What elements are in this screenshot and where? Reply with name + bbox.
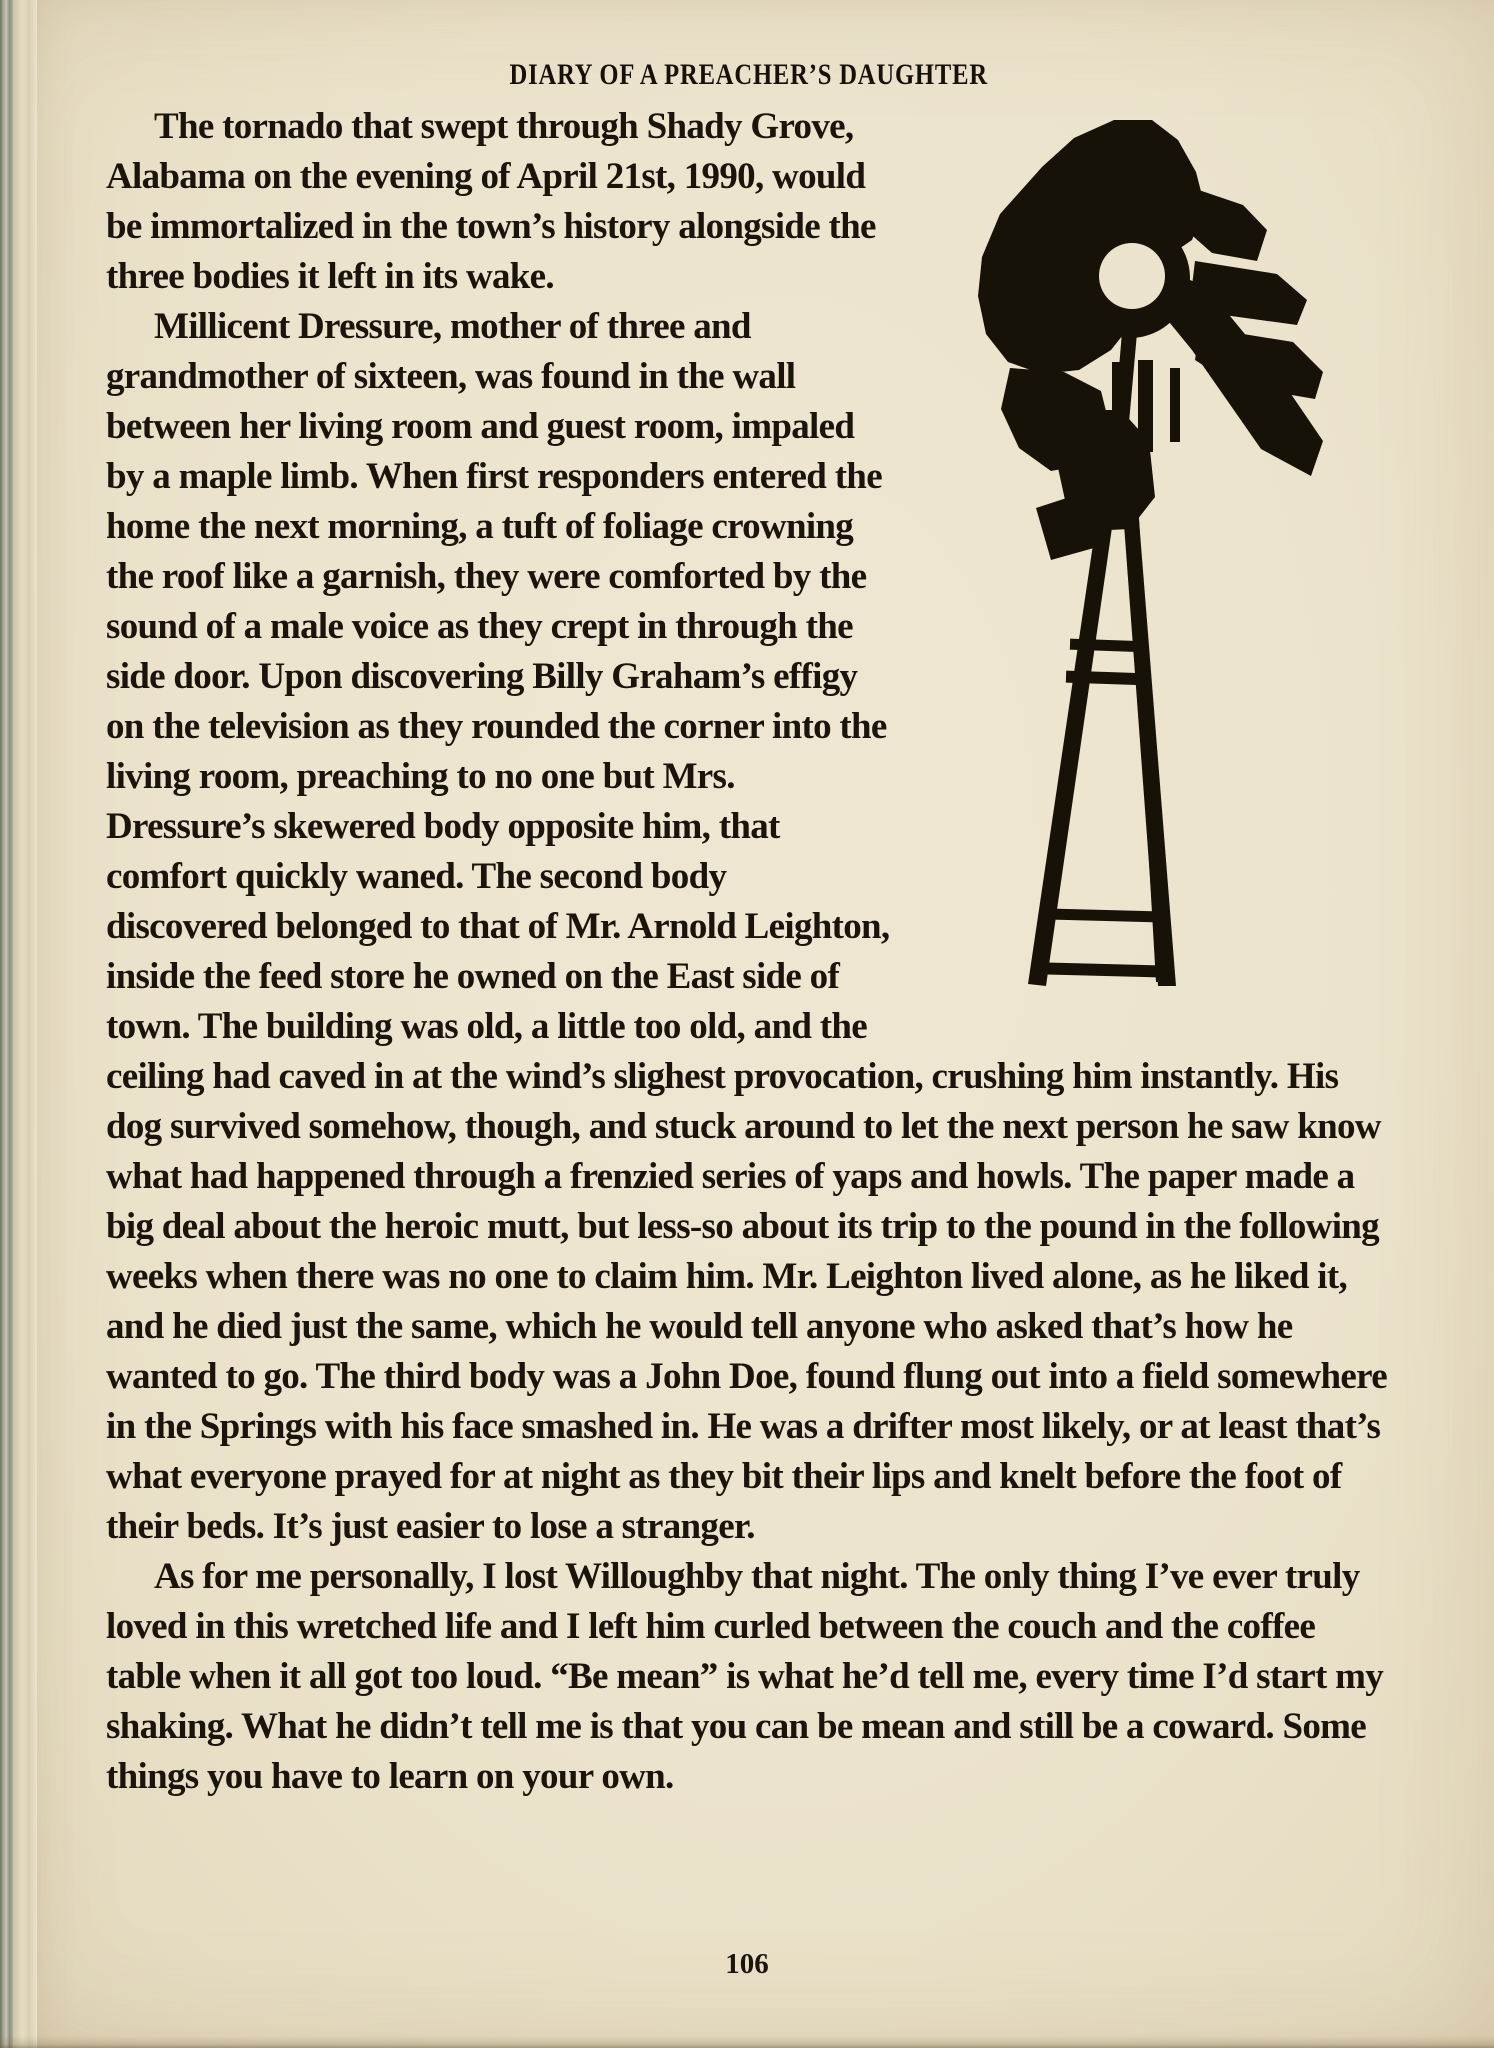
running-header [106,58,1392,92]
page-bottom-edge [0,2036,1494,2048]
page-content [106,58,1392,1802]
page-edge [13,0,37,2048]
page-number: 106 [725,1948,769,1980]
paragraph: Millicent Dressure, mother of three and grandmother of sixteen, was found in the wall between her living room and guest room, impaled by a maple limb. When first responders entered the home the next morning, a tuft of foliage crowning the roof like a garnish, they were comforted by the sound of a male voice as they crept in through the side door. Upon discovering Billy Graham’s effigy on the television as they rounded the corner into the living room, preaching to no one but Mrs. Dressure’s skewered body opposite him, that comfort quickly waned. The second body discovered belonged to that of Mr. Arnold Leighton, inside the feed store he owned on the East side of town. The building was old, a little too old, and the ceiling had caved in at the wind’s slighest provocation, crushing him instantly. His dog survived somehow, though, and stuck around to let the next person he saw know what had happened through a frenzied series of yaps and howls. The paper made a big deal about the heroic mutt, but less-so about its trip to the pound in the following weeks when there was no one to claim him. Mr. Leighton lived alone, as he liked it, and he died just the same, which he would tell anyone who asked that’s how he wanted to go. The third body was a John Doe, found flung out into a field somewhere in the Springs with his face smashed in. He was a drifter most likely, or at least that’s what everyone prayed for at night as they bit their lips and knelt before the foot of their beds. It’s just easier to lose a stranger. [106,306,1387,1547]
paragraph: The tornado that swept through Shady Grove, Alabama on the evening of April 21st, 1990, would be immortalized in the town’s history alongside the three bodies it left in its wake. [106,106,876,297]
windmill-illustration [914,104,1392,1002]
body-text [106,102,1392,1802]
running-header-text: DIARY OF A PREACHER’S DAUGHTER [509,58,989,91]
windmill-icon [924,110,1384,1000]
paragraph: As for me personally, I lost Willoughby that night. The only thing I’ve ever truly loved in this wretched life and I left him curled between the couch and the coffee table when it all got too loud. “Be mean” is what he’d tell me, every time I’d start my shaking. What he didn’t tell me is that you can be mean and still be a coward. Some things you have to learn on your own. [106,1556,1384,1797]
book-spine [0,0,13,2048]
